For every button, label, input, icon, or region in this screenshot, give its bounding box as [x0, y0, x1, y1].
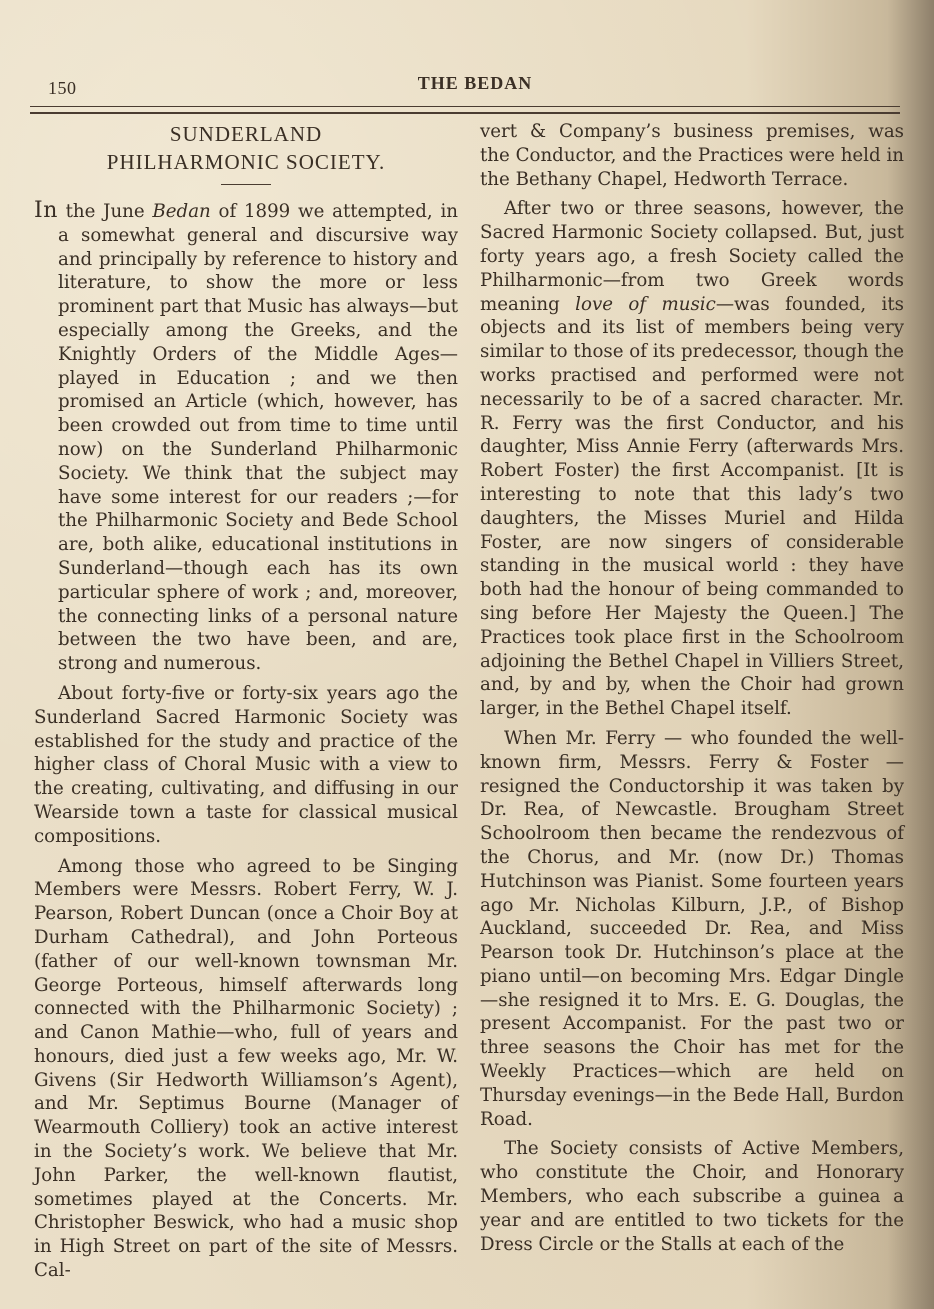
right-paragraph-2: When Mr. Ferry — who founded the well-known firm, Messrs. Ferry & Foster —resigned the Conductorship it was taken by Dr. Rea, of Newcastle. Brougham Street Schoolroom then became the rendezvous of the Chorus, and Mr. (now Dr.) Thomas Hutchinson was Pianist. Some fourteen years ago Mr. Nicholas Kilburn, J.P., of Bishop Auckland, succeeded Dr. Rea, and Miss Pearson took Dr. Hutchinson’s place at the piano until—on becoming Mrs. Edgar Dingle—she resigned it to Mrs. E. G. Douglas, the present Accompanist. For the past two or three seasons the Choir has met for the Weekly Practices—which are held on Thursday evenings—in the Bede Hall, Burdon Road. — [480, 727, 904, 1130]
right-paragraph-1-text-a: After two or three seasons, however, the Sacred Harmonic Society collapsed. But, just forty years ago, a fresh Society called the Philharmonic—from two Greek words meaning — [480, 198, 904, 315]
paragraph-1-italic: Bedan — [152, 201, 211, 222]
paragraph-1-text-a: the June — [57, 201, 153, 222]
paragraph-1-lead: In — [34, 198, 58, 223]
page-header — [40, 68, 910, 98]
running-title: THE BEDAN — [417, 73, 533, 93]
left-paragraph-1 — [34, 199, 458, 676]
article-title — [34, 120, 458, 176]
right-paragraph-1 — [480, 197, 904, 721]
right-paragraph-3: The Society consists of Active Members, who constitute the Choir, and Honorary Members, who each subscribe a guinea a year and are entitled to two tickets for the Dress Circle or the Stalls at each of the — [480, 1138, 904, 1255]
header-rule-bottom — [30, 112, 900, 114]
right-column — [480, 120, 904, 1262]
article-title-line-2: PHILHARMONIC SOCIETY. — [106, 150, 386, 174]
left-paragraph-3: Among those who agreed to be Singing Members were Messrs. Robert Ferry, W. J. Pearson, Robert Duncan (once a Choir Boy at Durham Cathedral), and John Porteous (father of our well-known townsman Mr. George Porteous, himself afterwards long connected with the Philharmonic Society) ; and Canon Mathie—who, full of years and honours, died just a few weeks ago, Mr. W. Givens (Sir Hedworth Williamson’s Agent), and Mr. Septimus Bourne (Manager of Wearmouth Colliery) took an active interest in the Society’s work. We believe that Mr. John Parker, the well-known flautist, sometimes played at the Concerts. Mr. Christopher Beswick, who had a music shop in High Street on part of the site of Messrs. Cal- — [34, 855, 458, 1282]
right-paragraph-1-italic: love of music — [575, 293, 716, 315]
title-rule — [221, 184, 271, 185]
header-rule-top — [30, 106, 900, 107]
left-paragraph-2: About forty-five or forty-six years ago the Sunderland Sacred Harmonic Society was established for the study and practice of the higher class of Choral Music with a view to the creating, cultivating, and diffusing in our Wearside town a taste for classical musical compositions. — [34, 682, 458, 847]
right-paragraph-1-text-b: —was founded, its objects and its list of members being very similar to those of its predecessor, though the works practised and performed were not necessarily to be of a sacred character. Mr. R. Ferry was the first Conductor, and his daughter, Miss Annie Ferry (afterwards Mrs. Robert Foster) the first Accompanist. [It is interesting to note that this lady’s two daughters, the Misses Muriel and Hilda Foster, are now singers of considerable standing in the musical world : they have both had the honour of being commanded to sing before Her Majesty the Queen.] The Practices took place first in the Schoolroom adjoining the Bethel Chapel in Villiers Street, and, by and by, when the Choir had grown larger, in the Bethel Chapel itself. — [480, 293, 904, 720]
page-number: 150 — [48, 78, 77, 98]
left-column — [34, 120, 458, 1289]
paragraph-1-text-b: of 1899 we attempted, in a somewhat general and discursive way and principally by reference to history and literature, to show the more or less prominent part that Music has always—but especially among the Greeks, and the Knightly Orders of the Middle Ages—played in Education ; and we then promised an Article (which, however, has been crowded out from time to time until now) on the Sunderland Philharmonic Society. We think that the subject may have some interest for our readers ;—for the Philharmonic Society and Bede School are, both alike, educational institutions in Sunderland—though each has its own particular sphere of work ; and, moreover, the connecting links of a personal nature between the two have been, and are, strong and numerous. — [58, 201, 458, 675]
right-paragraph-0: vert & Company’s business premises, was the Conductor, and the Practices were held in the Bethany Chapel, Hedworth Terrace. — [480, 121, 904, 190]
article-columns — [34, 120, 904, 1282]
article-title-line-1: SUNDERLAND — [169, 122, 323, 146]
